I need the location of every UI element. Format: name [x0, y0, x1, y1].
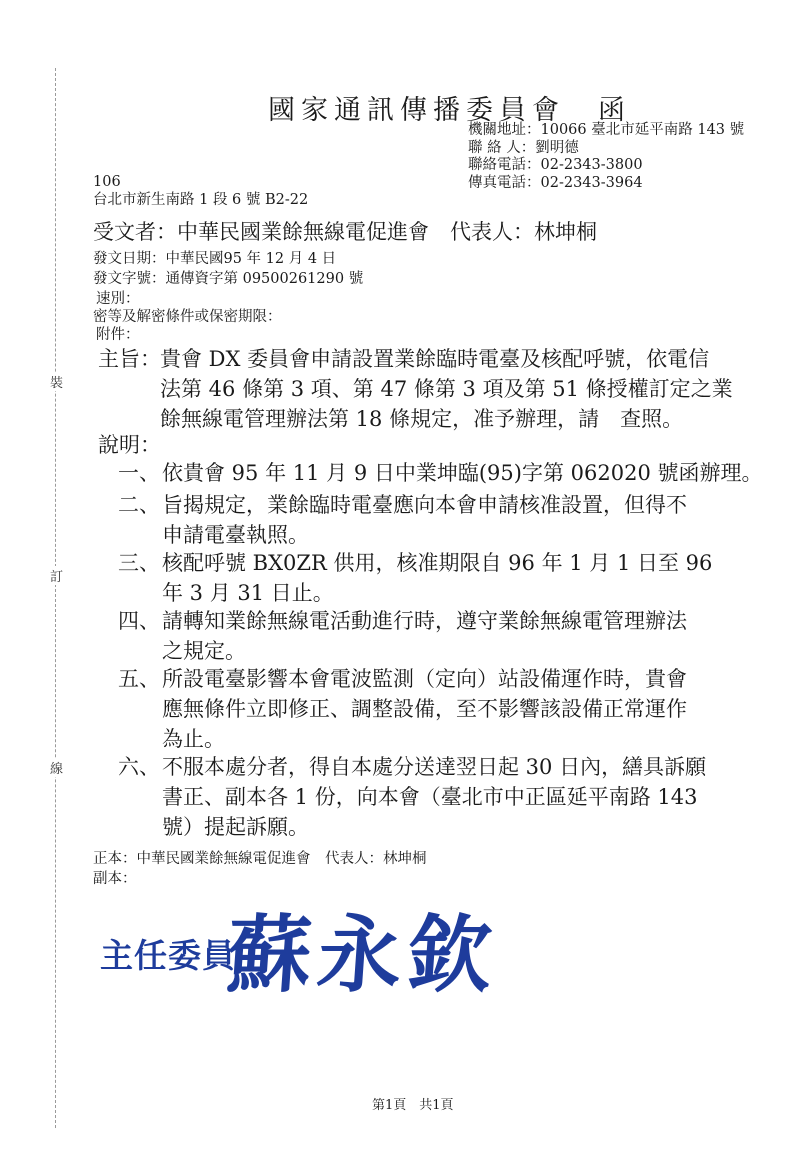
explanation-line: 旨揭規定，業餘臨時電臺應向本會申請核准設置，但得不 [162, 493, 687, 517]
explanation-item [162, 548, 712, 608]
explanation-item [162, 490, 687, 550]
subject-label: 主旨： [98, 347, 161, 371]
explanation-line: 不服本處分者，得自本處分送達翌日起 30 日內，繕具訴願 [162, 755, 707, 779]
document-number: 發文字號：通傳資字第 09500261290 號 [93, 271, 364, 287]
issue-date: 發文日期：中華民國95 年 12 月 4 日 [93, 251, 337, 267]
explanation-line: 書正、副本各 1 份，向本會（臺北市中正區延平南路 143 [162, 785, 698, 809]
signatory-name-seal: 蘇永欽 [224, 905, 502, 1004]
secrecy-field: 密等及解密條件或保密期限： [93, 309, 282, 325]
explanation-line: 所設電臺影響本會電波監測（定向）站設備運作時，貴會 [162, 667, 687, 691]
explanation-num: 二、 [118, 493, 160, 517]
recipient-address: 台北市新生南路 1 段 6 號 B2-22 [93, 192, 309, 208]
explanation-line: 核配呼號 BX0ZR 供用，核准期限自 96 年 1 月 1 日至 96 [162, 551, 713, 575]
recipient-line: 受文者：中華民國業餘無線電促進會 代表人：林坤桐 [93, 220, 597, 244]
document-title: 國家通訊傳播委員會 函 [268, 95, 631, 126]
postal-code: 106 [93, 174, 121, 190]
subject-line: 法第 46 條第 3 項、第 47 條第 3 項及第 51 條授權訂定之業 [160, 377, 733, 401]
explanation-num: 三、 [118, 551, 160, 575]
binding-line [55, 68, 56, 1128]
contact-phone: 聯絡電話：02-2343-3800 [468, 157, 643, 173]
speed-field: 速別： [96, 291, 140, 307]
subject-body [160, 344, 733, 434]
explanation-item [162, 752, 706, 842]
explanation-line: 請轉知業餘無線電活動進行時，遵守業餘無線電管理辦法 [162, 609, 687, 633]
signatory-title: 主任委員 [100, 936, 236, 975]
binding-mark-zhuang: 裝 [50, 372, 63, 391]
original-recipient: 正本：中華民國業餘無線電促進會 代表人：林坤桐 [93, 851, 427, 867]
binding-mark-ding: 訂 [50, 566, 63, 585]
contact-person: 聯 絡 人：劉明德 [468, 139, 579, 156]
explanation-item [162, 458, 762, 488]
explanation-item [162, 664, 687, 754]
binding-mark-xian: 線 [50, 758, 63, 777]
explanation-num: 六、 [118, 755, 160, 779]
explanation-line: 依貴會 95 年 11 月 9 日中業坤臨(95)字第 062020 號函辦理。 [162, 461, 763, 485]
copy-recipient: 副本： [93, 871, 137, 887]
explanation-label: 說明： [98, 433, 161, 457]
explanation-line: 為止。 [162, 727, 225, 751]
explanation-num: 五、 [118, 667, 160, 691]
page-number: 第1頁 共1頁 [372, 1098, 454, 1113]
attachment-field: 附件： [96, 327, 140, 343]
agency-address: 機關地址：10066 臺北市延平南路 143 號 [468, 122, 745, 138]
explanation-item [162, 606, 687, 666]
fax-number: 傳真電話：02-2343-3964 [468, 174, 643, 191]
subject-line: 餘無線電管理辦法第 18 條規定，准予辦理，請 查照。 [160, 407, 684, 431]
explanation-line: 年 3 月 31 日止。 [162, 581, 334, 605]
explanation-line: 應無條件立即修正、調整設備，至不影響該設備正常運作 [162, 697, 687, 721]
explanation-line: 申請電臺執照。 [162, 523, 309, 547]
explanation-num: 四、 [118, 609, 160, 633]
subject-line: 貴會 DX 委員會申請設置業餘臨時電臺及核配呼號，依電信 [160, 347, 710, 371]
explanation-line: 號）提起訴願。 [162, 815, 309, 839]
contact-block [468, 122, 744, 192]
explanation-line: 之規定。 [162, 639, 246, 663]
explanation-num: 一、 [118, 461, 160, 485]
